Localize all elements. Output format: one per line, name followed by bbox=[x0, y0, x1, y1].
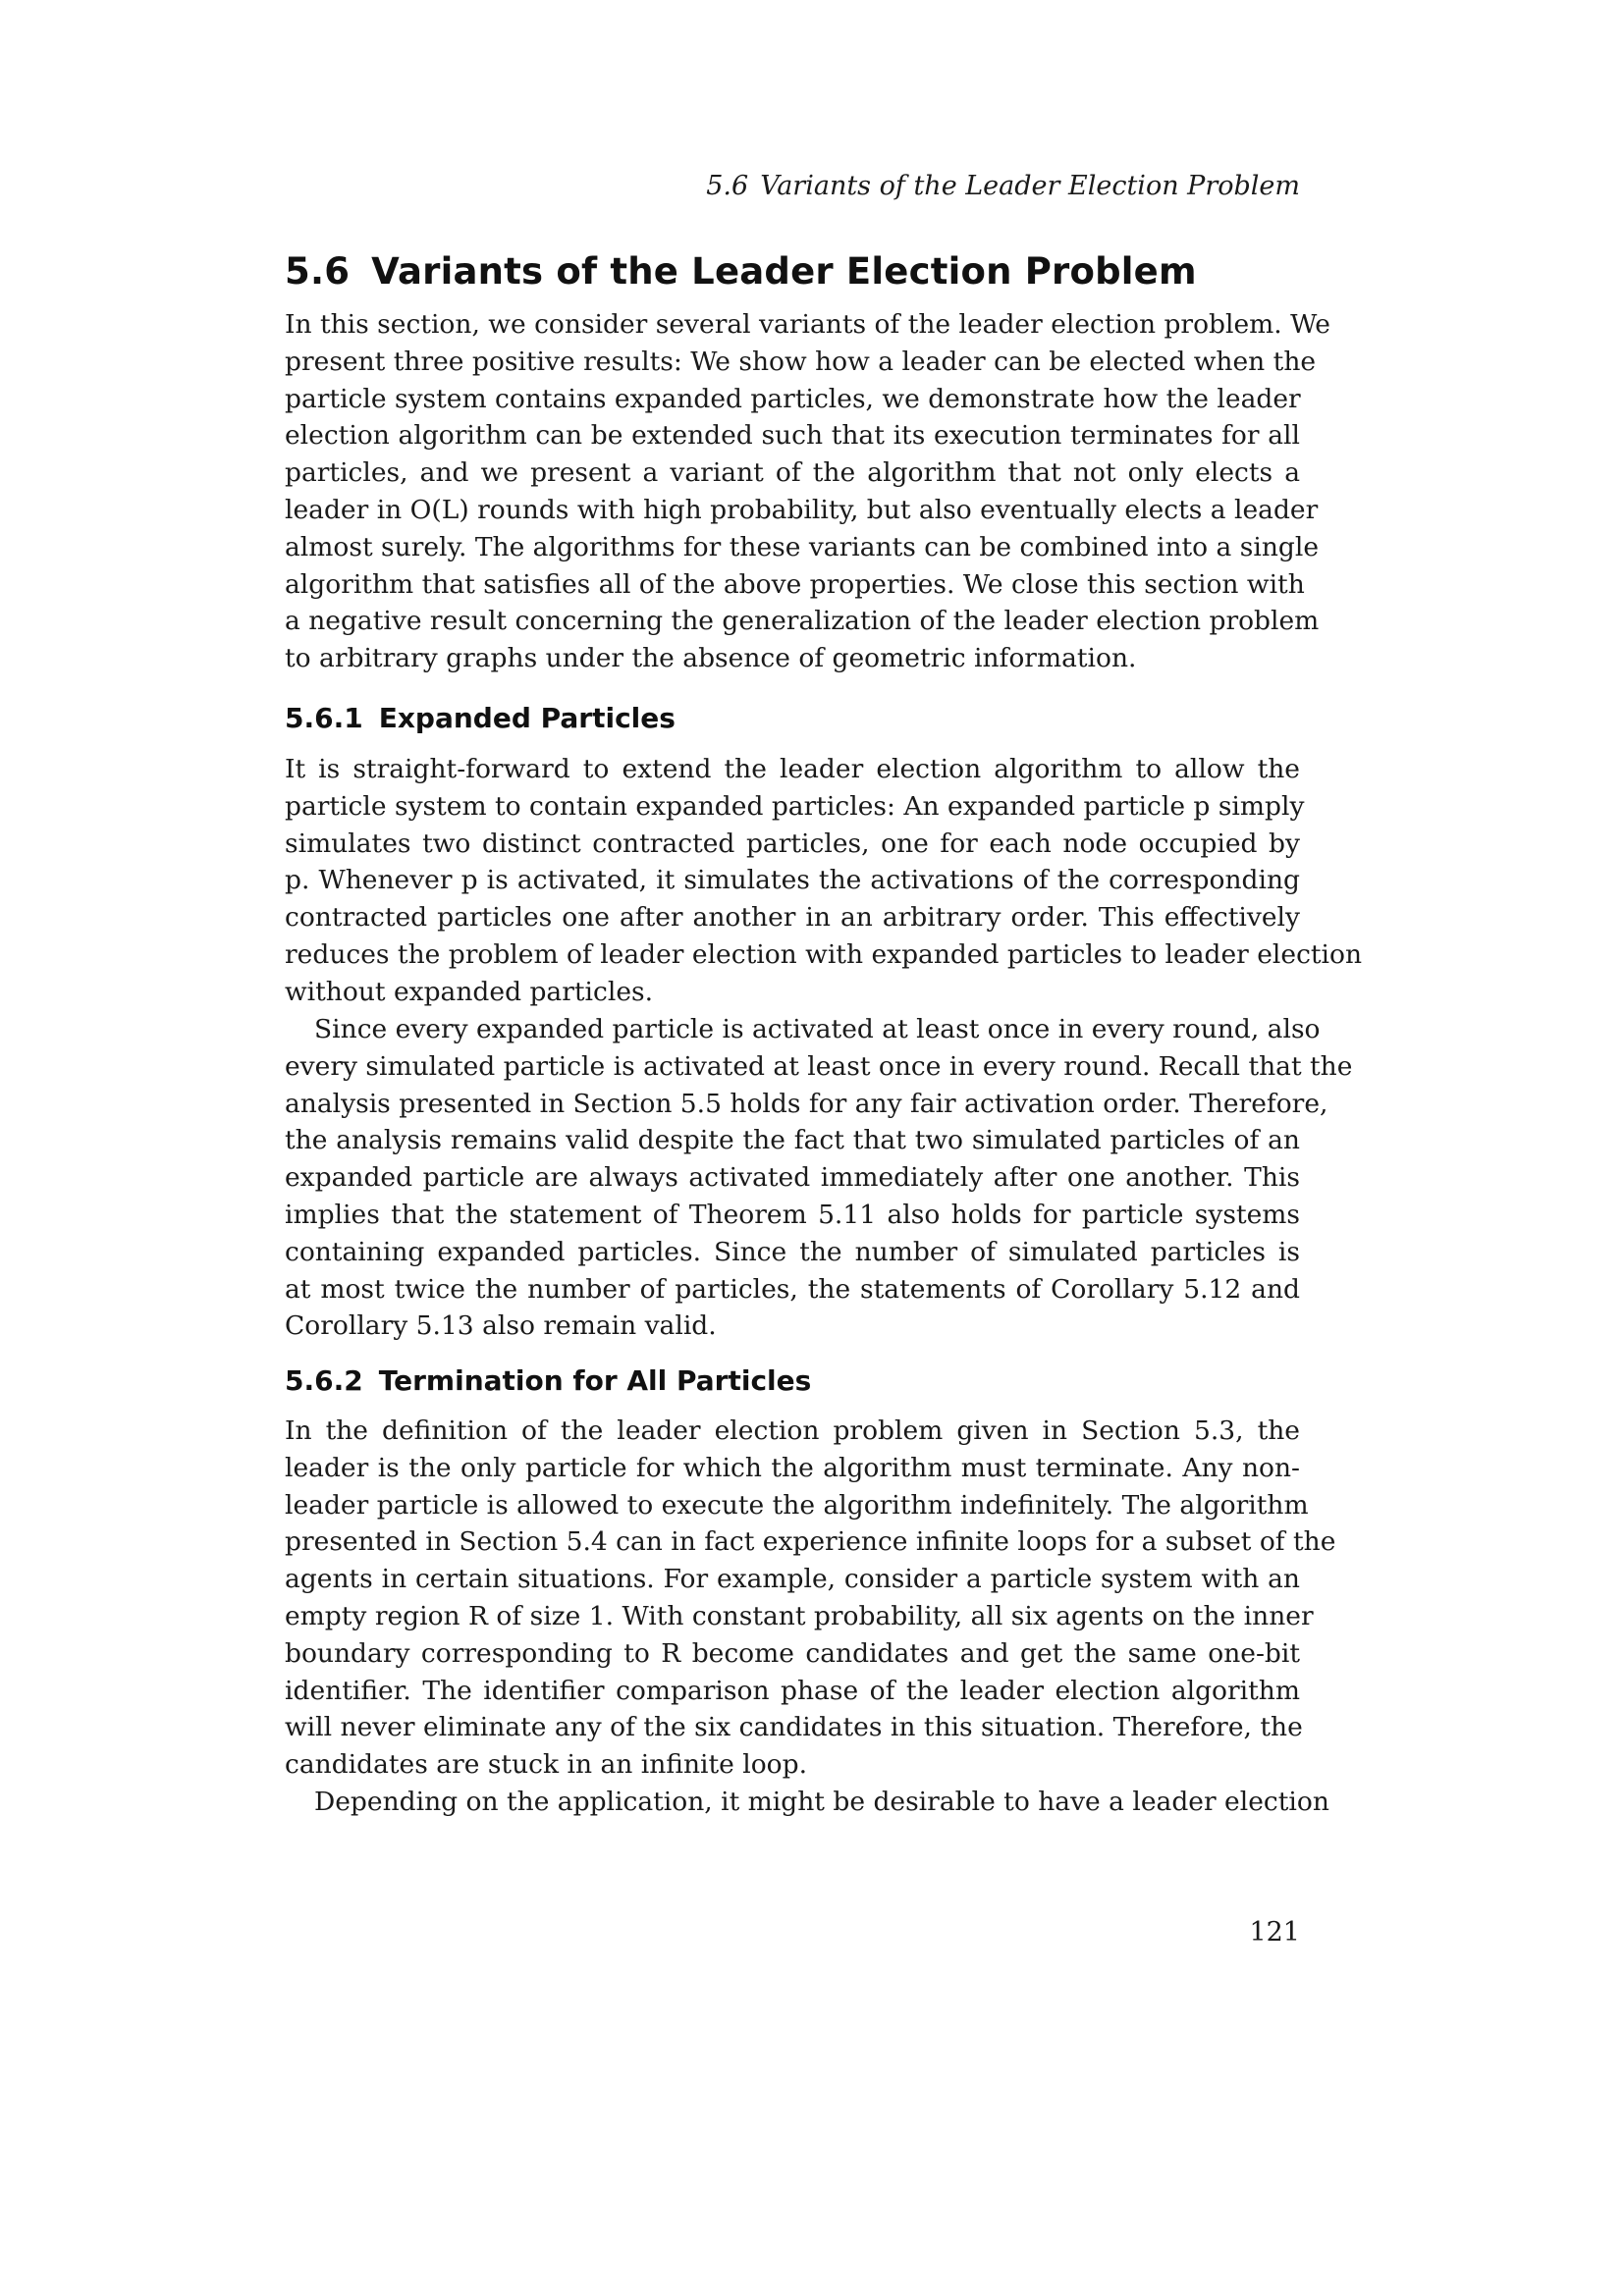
running-head-title: Variants of the Leader Election Problem bbox=[760, 171, 1300, 201]
text-line: reduces the problem of leader election with expanded particles to leader election bbox=[285, 938, 1363, 970]
text-line: identifier. The identifier comparison phase of the leader election algorithm bbox=[285, 1675, 1300, 1706]
text-line: the analysis remains valid despite the fact that two simulated particles of an bbox=[285, 1125, 1300, 1156]
text-line: election algorithm can be extended such that its execution terminates for all bbox=[285, 420, 1300, 452]
section-title bbox=[285, 250, 1197, 293]
text-line: In this section, we consider several variants of the leader election problem. We bbox=[285, 309, 1330, 340]
text-line: particle system to contain expanded particles: An expanded particle p simply bbox=[285, 790, 1305, 822]
text-line: almost surely. The algorithms for these variants can be combined into a single bbox=[285, 531, 1320, 562]
text-line: a negative result concerning the generalization of the leader election problem bbox=[285, 606, 1320, 637]
section-intro-paragraph bbox=[285, 306, 1330, 677]
section-title-text: Variants of the Leader Election Problem bbox=[371, 250, 1197, 293]
page-number: 121 bbox=[1249, 1917, 1300, 1948]
subsection-title-expanded-particles bbox=[285, 702, 676, 734]
text-line: analysis presented in Section 5.5 holds for any fair activation order. Therefore, bbox=[285, 1088, 1328, 1119]
termination-paragraph-2 bbox=[285, 1784, 1329, 1821]
text-line: simulates two distinct contracted particles, one for each node occupied by bbox=[285, 828, 1300, 859]
running-head bbox=[285, 171, 1300, 201]
text-line: particles, and we present a variant of the algorithm that not only elects a bbox=[285, 457, 1300, 489]
text-line: boundary corresponding to R become candidates and get the same one-bit bbox=[285, 1637, 1300, 1669]
text-line: Depending on the application, it might be desirable to have a leader election bbox=[314, 1787, 1329, 1817]
text-line: containing expanded particles. Since the number of simulated particles is bbox=[285, 1236, 1300, 1267]
text-line: contracted particles one after another in an arbitrary order. This effectively bbox=[285, 902, 1300, 934]
text-line: Since every expanded particle is activated at least once in every round, also bbox=[314, 1014, 1321, 1044]
text-line: leader in O(L) rounds with high probability, but also eventually elects a leader bbox=[285, 494, 1319, 525]
text-line: will never eliminate any of the six candidates in this situation. Therefore, the bbox=[285, 1712, 1303, 1743]
subsection-number: 5.6.2 bbox=[285, 1364, 363, 1397]
text-line: at most twice the number of particles, the statements of Corollary 5.12 and bbox=[285, 1273, 1300, 1305]
termination-paragraph-1 bbox=[285, 1413, 1336, 1784]
text-line: In the definition of the leader election problem given in Section 5.3, the bbox=[285, 1415, 1300, 1446]
text-line: candidates are stuck in an infinite loop. bbox=[285, 1749, 808, 1781]
text-line: to arbitrary graphs under the absence of geometric information. bbox=[285, 643, 1137, 674]
text-line: every simulated particle is activated at least once in every round. Recall that the bbox=[285, 1050, 1353, 1082]
text-line: without expanded particles. bbox=[285, 976, 654, 1007]
text-line: present three positive results: We show how a leader can be elected when the bbox=[285, 346, 1317, 377]
text-line: p. Whenever p is activated, it simulates the activations of the corresponding bbox=[285, 865, 1300, 896]
expanded-particles-paragraph-2 bbox=[285, 1011, 1353, 1345]
text-line: presented in Section 5.4 can in fact experience infinite loops for a subset of the bbox=[285, 1526, 1336, 1558]
expanded-particles-paragraph-1 bbox=[285, 751, 1363, 1011]
text-line: leader is the only particle for which the algorithm must terminate. Any non- bbox=[285, 1452, 1300, 1483]
text-line: leader particle is allowed to execute the algorithm indefinitely. The algorithm bbox=[285, 1489, 1309, 1521]
text-line: empty region R of size 1. With constant probability, all six agents on the inner bbox=[285, 1600, 1314, 1631]
text-line: expanded particle are always activated immediately after one another. This bbox=[285, 1162, 1300, 1194]
text-line: agents in certain situations. For example, consider a particle system with an bbox=[285, 1564, 1300, 1595]
subsection-title-text: Termination for All Particles bbox=[378, 1364, 812, 1397]
section-number: 5.6 bbox=[285, 250, 351, 293]
running-head-number: 5.6 bbox=[706, 171, 749, 201]
text-line: It is straight-forward to extend the leader election algorithm to allow the bbox=[285, 754, 1300, 784]
text-line: particle system contains expanded particles, we demonstrate how the leader bbox=[285, 383, 1301, 414]
text-line: implies that the statement of Theorem 5.11 also holds for particle systems bbox=[285, 1199, 1300, 1230]
text-line: algorithm that satisfies all of the above properties. We close this section with bbox=[285, 568, 1305, 600]
subsection-number: 5.6.1 bbox=[285, 702, 363, 734]
text-line: Corollary 5.13 also remain valid. bbox=[285, 1310, 717, 1342]
subsection-title-text: Expanded Particles bbox=[378, 702, 676, 734]
subsection-title-termination bbox=[285, 1364, 811, 1397]
